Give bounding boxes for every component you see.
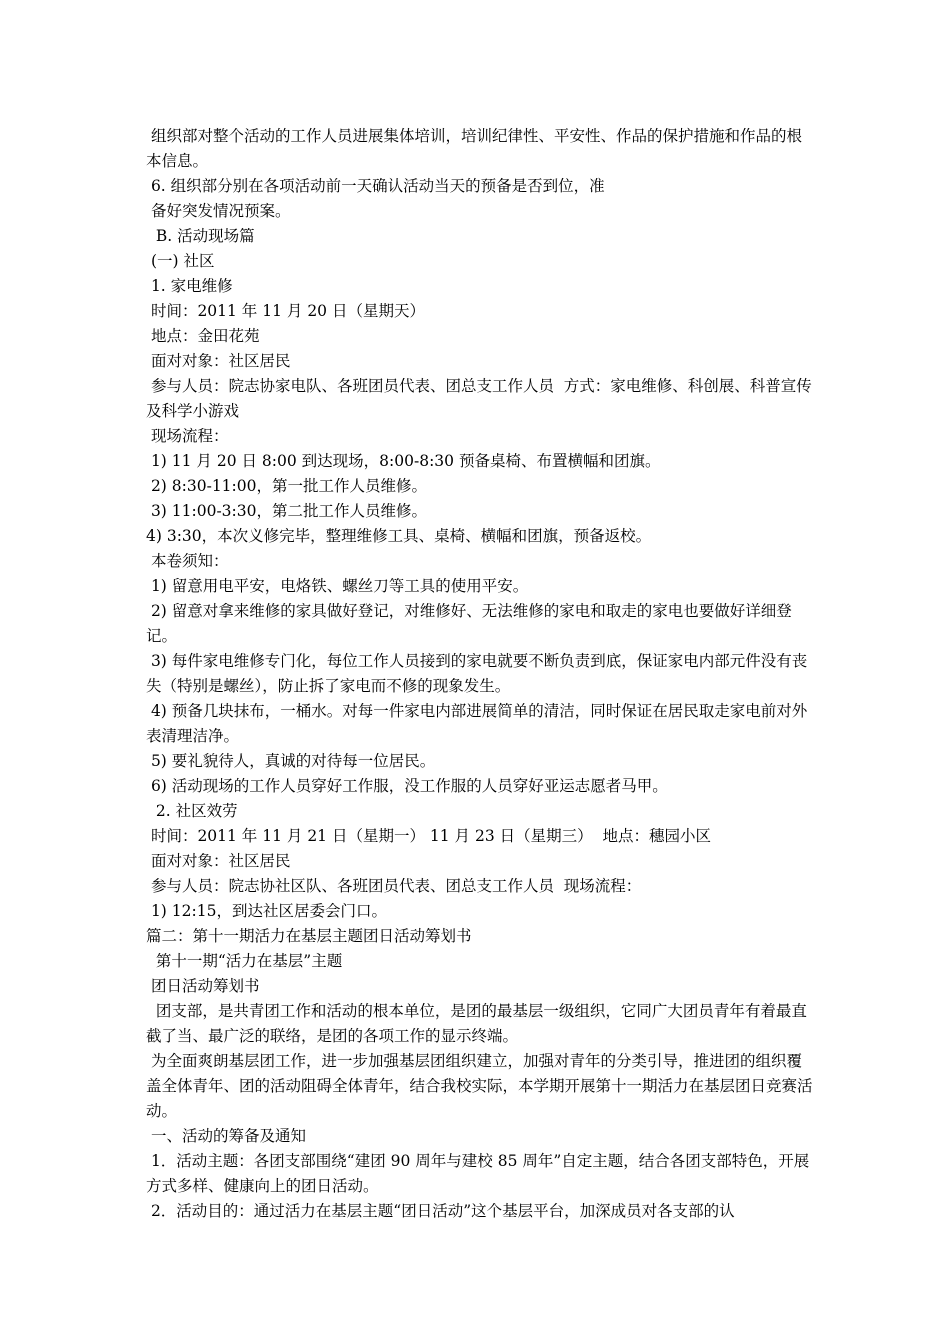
section-heading: 2. 社区效劳 [146,802,238,820]
section-heading: 1. 家电维修 [146,277,233,295]
section-heading: 第十一期“活力在基层”主题 [146,952,343,970]
section-heading: 一、活动的筹备及通知 [146,1127,306,1145]
list-item: 3) 11:00-3:30，第二批工作人员维修。 [146,502,427,520]
paragraph: 2．活动目的：通过活力在基层主题“团日活动”这个基层平台，加深成员对各支部的认 [146,1202,735,1220]
paragraph: 团支部，是共青团工作和活动的根本单位，是团的最基层一级组织，它同广大团员青年有着最直截了当、最广泛的联络，是团的各项工作的显示终端。 [146,1002,807,1045]
text-line: 面对对象：社区居民 [146,852,291,870]
list-item: 4) 预备几块抹布，一桶水。对每一件家电内部进展简单的清洁，同时保证在居民取走家电前对外表清理洁净。 [146,702,808,745]
list-item: 5) 要礼貌待人，真诚的对待每一位居民。 [146,752,436,770]
paragraph: 为全面爽朗基层团工作，进一步加强基层团组织建立，加强对青年的分类引导，推进团的组织覆盖全体青年、团的活动阻碍全体青年，结合我校实际，本学期开展第十一期活力在基层团日竞赛活动。 [146,1052,813,1120]
document-body [146,124,814,1224]
text-line: 备好突发情况预案。 [146,202,291,220]
text-line: 参与人员：院志协家电队、各班团员代表、团总支工作人员 方式：家电维修、科创展、科普宣传及科学小游戏 [146,377,812,420]
list-item: 3) 每件家电维修专门化，每位工作人员接到的家电就要不断负责到底，保证家电内部元件没有丧失（特别是螺丝），防止拆了家电而不修的现象发生。 [146,652,808,695]
list-item: 1) 12:15，到达社区居委会门口。 [146,902,387,920]
list-item: 4) 3:30，本次义修完毕，整理维修工具、桌椅、横幅和团旗，预备返校。 [146,527,652,545]
text-line: 时间：2011 年 11 月 20 日（星期天） [146,302,425,320]
list-item: 1) 11 月 20 日 8:00 到达现场，8:00-8:30 预备桌椅、布置横幅和团旗。 [146,452,661,470]
text-line: 参与人员：院志协社区队、各班团员代表、团总支工作人员 现场流程： [146,877,642,895]
text-line: 现场流程： [146,427,229,445]
text-line: 时间：2011 年 11 月 21 日（星期一） 11 月 23 日（星期三） 地点：穗园小区 [146,827,711,845]
list-item: 2) 留意对拿来维修的家具做好登记，对维修好、无法维修的家电和取走的家电也要做好详细登记。 [146,602,792,645]
section-heading: 篇二：第十一期活力在基层主题团日活动筹划书 [146,927,472,945]
paragraph: 1．活动主题：各团支部围绕“建团 90 周年与建校 85 周年”自定主题，结合各团支部特色，开展方式多样、健康向上的团日活动。 [146,1152,810,1195]
text-line: 组织部对整个活动的工作人员进展集体培训，培训纪律性、平安性、作品的保护措施和作品的根本信息。 [146,127,802,170]
section-heading: (一) 社区 [146,252,215,270]
list-item: 2) 8:30-11:00，第一批工作人员维修。 [146,477,427,495]
text-line: 本卷须知： [146,552,229,570]
section-heading: B. 活动现场篇 [146,227,255,245]
text-line: 地点：金田花苑 [146,327,260,345]
section-heading: 团日活动筹划书 [146,977,260,995]
list-item: 6) 活动现场的工作人员穿好工作服，没工作服的人员穿好亚运志愿者马甲。 [146,777,668,795]
list-item: 1) 留意用电平安，电烙铁、螺丝刀等工具的使用平安。 [146,577,529,595]
text-line: 面对对象：社区居民 [146,352,291,370]
text-line: 6. 组织部分别在各项活动前一天确认活动当天的预备是否到位，准 [146,177,605,195]
